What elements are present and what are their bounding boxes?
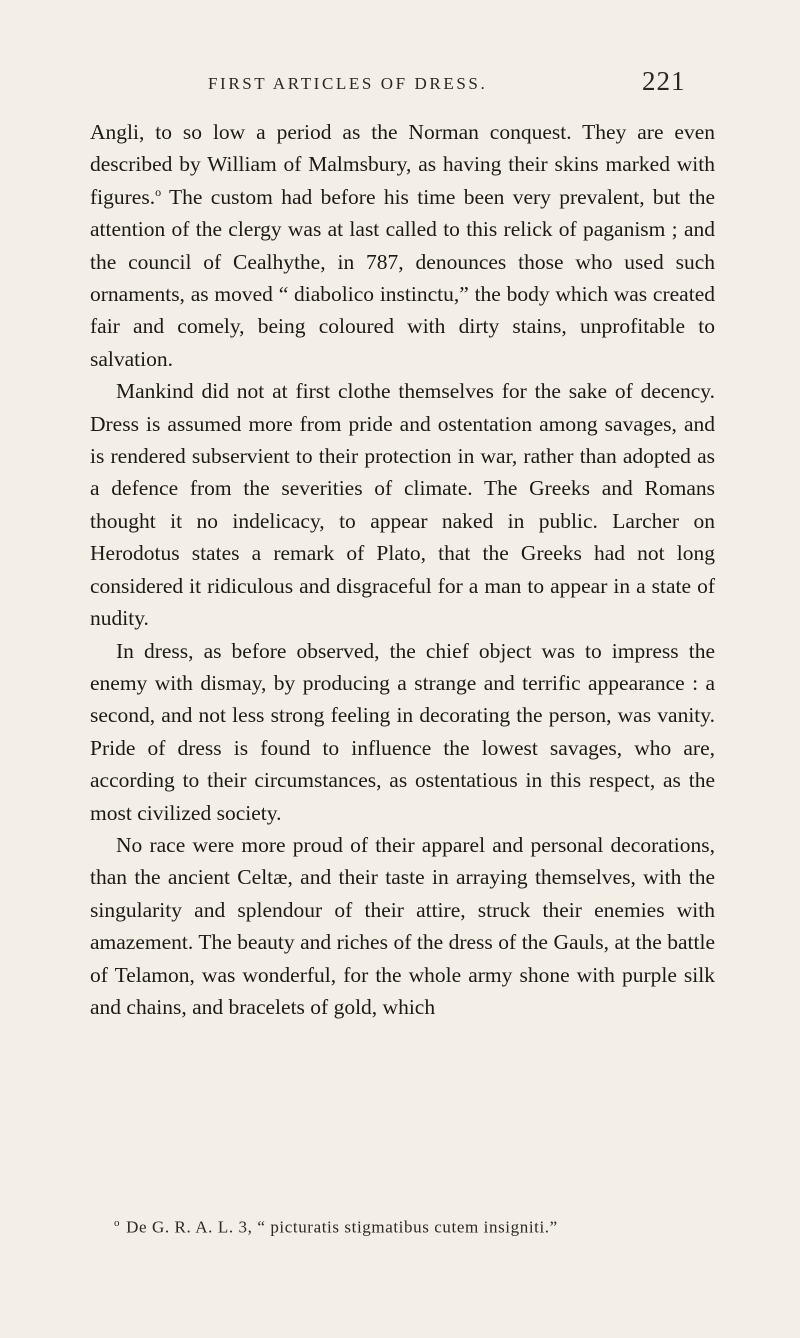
page-number: 221	[642, 66, 686, 96]
paragraph-2: Mankind did not at first clothe themselves for the sake of decency. Dress is assumed more from pride and ostentation among savages, and is rendered subservient to their protection in war, rather than adopted as a defence from the severities of climate. The Greeks and Romans thought it no indelicacy, to appear naked in public. Larcher on Herodotus states a remark of Plato, that the Greeks had not long considered it ridiculous and disgraceful for a man to appear in a state of nudity.	[90, 379, 715, 631]
body-text	[90, 116, 715, 1023]
footnote-mark: o	[114, 1217, 121, 1229]
footnote-reference: o	[155, 184, 162, 199]
footnote-text: De G. R. A. L. 3, “ picturatis stigmatibus cutem insigniti.”	[126, 1217, 558, 1237]
paragraph-4: No race were more proud of their apparel and personal decorations, than the ancient Celtæ, and their taste in arraying themselves, with the singularity and splendour of their attire, struck their enemies with amazement. The beauty and riches of the dress of the Gauls, at the battle of Telamon, was wonderful, for the whole army shone with purple silk and chains, and bracelets of gold, which	[90, 832, 715, 1019]
paragraph-3: In dress, as before observed, the chief object was to impress the enemy with dismay, by producing a strange and terrific appearance : a second, and not less strong feeling in decorating the person, was vanity. Pride of dress is found to influence the lowest savages, who are, according to their circumstances, as ostentatious in this respect, as the most civilized society.	[90, 638, 715, 825]
footnote	[114, 1212, 714, 1239]
paragraph-1-text: Angli, to so low a period as the Norman conquest. They are even described by William of Malmsbury, as having their skins marked with figures.	[90, 120, 715, 209]
running-head	[0, 66, 800, 106]
paragraph-1	[90, 116, 715, 375]
paragraph-1-continuation: The custom had before his time been very prevalent, but the attention of the clergy was at last called to this relick of paganism ; and the council of Cealhythe, in 787, denounces those who used such ornaments, as moved “ diabolico instinctu,” the body which was created fair and comely, being coloured with dirty stains, unprofitable to salvation.	[90, 184, 715, 371]
running-title: FIRST ARTICLES OF DRESS.	[208, 74, 488, 93]
